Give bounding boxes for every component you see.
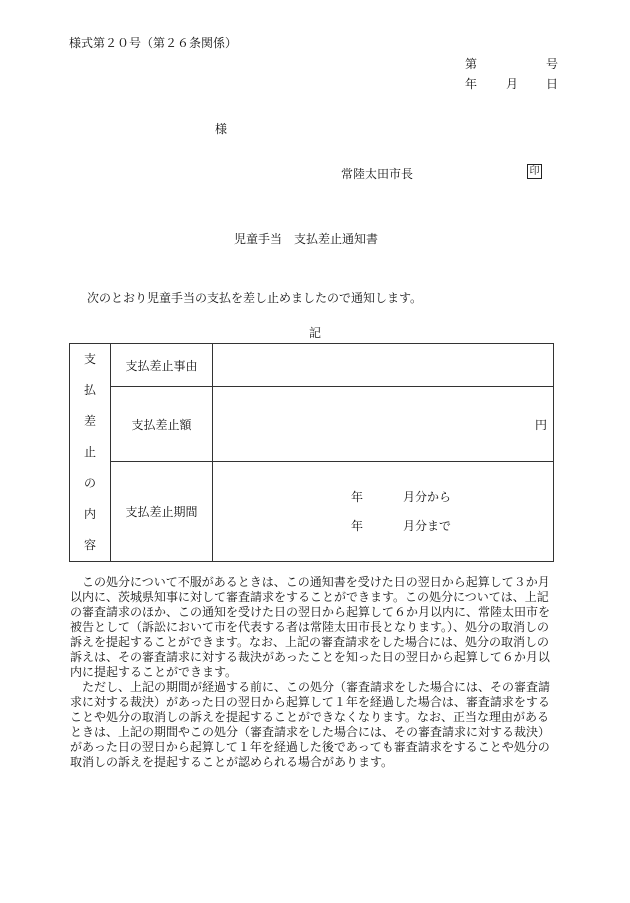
intro-text: 次のとおり児童手当の支払を差し止めましたので通知します。 [87,291,423,305]
period-from-year: 年 [351,490,364,504]
document-title: 児童手当 支払差止通知書 [234,232,379,246]
period-to [351,517,451,534]
notice-paragraph: この処分について不服があるときは、この通知書を受けた日の翌日から起算して３か月以内に、茨城県知事に対して審査請求をすることができます。この処分については、上記の審査請求のほか、この通知を受けた日の翌日から起算して６か月以内に、常陸太田市を被告として（訴訟において市を代表する者は常陸太田市長となります。）、処分の取消しの訴えを提起することができます。なお、上記の審査請求をした場合には、処分の取消しの訴えは、その審査請求に対する裁決があったことを知った日の翌日から起算して６か月以内に提起することができます。 [70,575,551,679]
period-to-year: 年 [351,519,364,533]
section-label-char: 容 [83,538,96,552]
table-row-reason [70,344,554,387]
table-row-amount [70,387,554,462]
date-year: 年 [465,77,478,91]
record-heading: 記 [309,326,322,340]
period-label: 支払差止期間 [111,462,213,562]
notice-paragraph: ただし、上記の期間が経過する前に、この処分（審査請求をした場合には、その審査請求に対する裁決）があった日の翌日から起算して１年を経過した場合は、審査請求をすることや処分の取消しの訴えを提起することができなくなります。なお、正当な理由があるときは、上記の期間やこの処分（審査請求をした場合には、その審査請求に対する裁決）があった日の翌日から起算して１年を経過した後であっても審査請求をすることや処分の取消しの訴えを提起することが認められる場合があります。 [70,680,551,769]
section-label-char: 内 [83,507,96,521]
amount-value [213,387,554,462]
section-label [70,344,111,562]
sender-name: 常陸太田市長 [341,167,414,181]
doc-number-prefix: 第 [465,57,478,71]
period-to-month: 月分まで [403,519,452,533]
doc-number-suffix: 号 [546,57,559,71]
period-from [351,488,451,505]
date-day: 日 [546,77,559,91]
section-label-char: 止 [83,445,96,459]
suspension-details-table [69,343,554,562]
period-from-month: 月分から [403,490,452,504]
appeal-notice [70,575,558,770]
section-label-char: 払 [83,383,96,397]
recipient-honorific: 様 [215,122,228,136]
section-label-char: 支 [83,352,96,366]
section-label-char: の [83,476,96,490]
amount-label: 支払差止額 [111,387,213,462]
yen-unit: 円 [534,418,547,432]
table-row-period [70,462,554,562]
section-label-char: 差 [83,414,96,428]
reason-label: 支払差止事由 [111,344,213,387]
date-month: 月 [506,77,519,91]
period-value [213,462,554,562]
reason-value [213,344,554,387]
seal-mark: 印 [527,164,542,179]
form-number: 様式第２０号（第２６条関係） [69,36,238,50]
